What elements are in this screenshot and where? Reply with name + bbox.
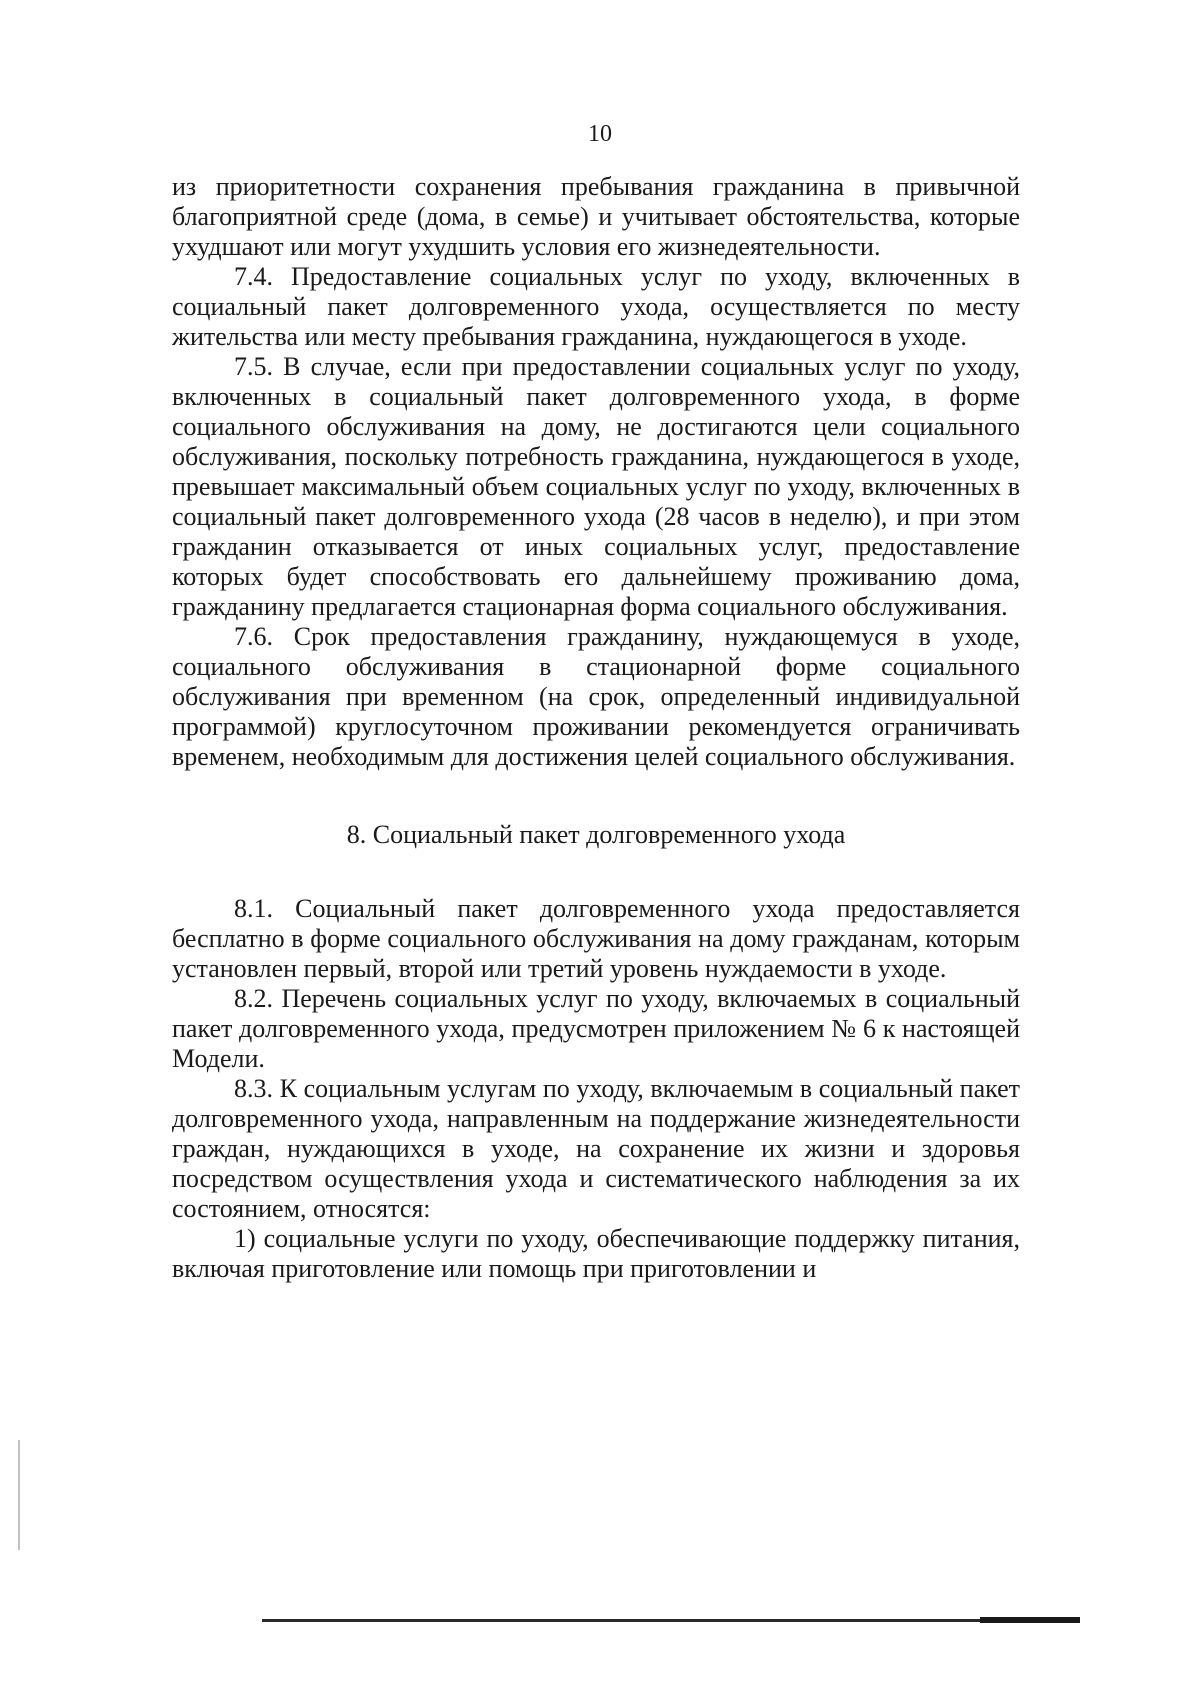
paragraph-8-1: 8.1. Социальный пакет долговременного ухода предоставляется бесплатно в форме социального обслуживания на дому гражданам, которым установлен первый, второй или третий уровень нуждаемости в уходе. <box>172 894 1020 983</box>
paragraph-7-4: 7.4. Предоставление социальных услуг по уходу, включенных в социальный пакет долговременного ухода, осуществляется по месту жительства или месту пребывания гражданина, нуждающегося в уходе. <box>172 262 1020 351</box>
page-number: 10 <box>588 121 612 147</box>
paragraph-8-3: 8.3. К социальным услугам по уходу, включаемым в социальный пакет долговременного ухода, направленным на поддержание жизнедеятельности граждан, нуждающихся в уходе, на сохранение их жизни и здоровья посредством осуществления ухода и систематического наблюдения за их состоянием, относятся: <box>172 1074 1020 1223</box>
paragraph-list-item-1: 1) социальные услуги по уходу, обеспечивающие поддержку питания, включая приготовление или помощь при приготовлении и <box>172 1224 1020 1283</box>
paragraph-8-2: 8.2. Перечень социальных услуг по уходу, включаемых в социальный пакет долговременного ухода, предусмотрен приложением № 6 к настоящей Модели. <box>172 984 1020 1073</box>
document-body <box>172 172 1020 1284</box>
bottom-rule-thick-segment <box>980 1617 1080 1623</box>
bottom-rule-line <box>262 1619 1080 1622</box>
scan-margin-mark <box>18 1440 20 1550</box>
paragraph-7-5: 7.5. В случае, если при предоставлении социальных услуг по уходу, включенных в социальный пакет долговременного ухода, в форме социального обслуживания на дому, не достигаются цели социального обслуживания, поскольку потребность гражданина, нуждающегося в уходе, превышает максимальный объем социальных услуг по уходу, включенных в социальный пакет долговременного ухода (28 часов в неделю), и при этом гражданин отказывается от иных социальных услуг, предоставление которых будет способствовать его дальнейшему проживанию дома, гражданину предлагается стационарная форма социального обслуживания. <box>172 352 1020 621</box>
paragraph-continuation: из приоритетности сохранения пребывания гражданина в привычной благоприятной среде (дома, в семье) и учитывает обстоятельства, которые ухудшают или могут ухудшить условия его жизнедеятельности. <box>172 172 1020 261</box>
section-heading: 8. Социальный пакет долговременного ухода <box>346 820 846 849</box>
paragraph-7-6: 7.6. Срок предоставления гражданину, нуждающемуся в уходе, социального обслуживания в стационарной форме социального обслуживания при временном (на срок, определенный индивидуальной программой) круглосуточном проживании рекомендуется ограничивать временем, необходимым для достижения целей социального обслуживания. <box>172 622 1020 771</box>
